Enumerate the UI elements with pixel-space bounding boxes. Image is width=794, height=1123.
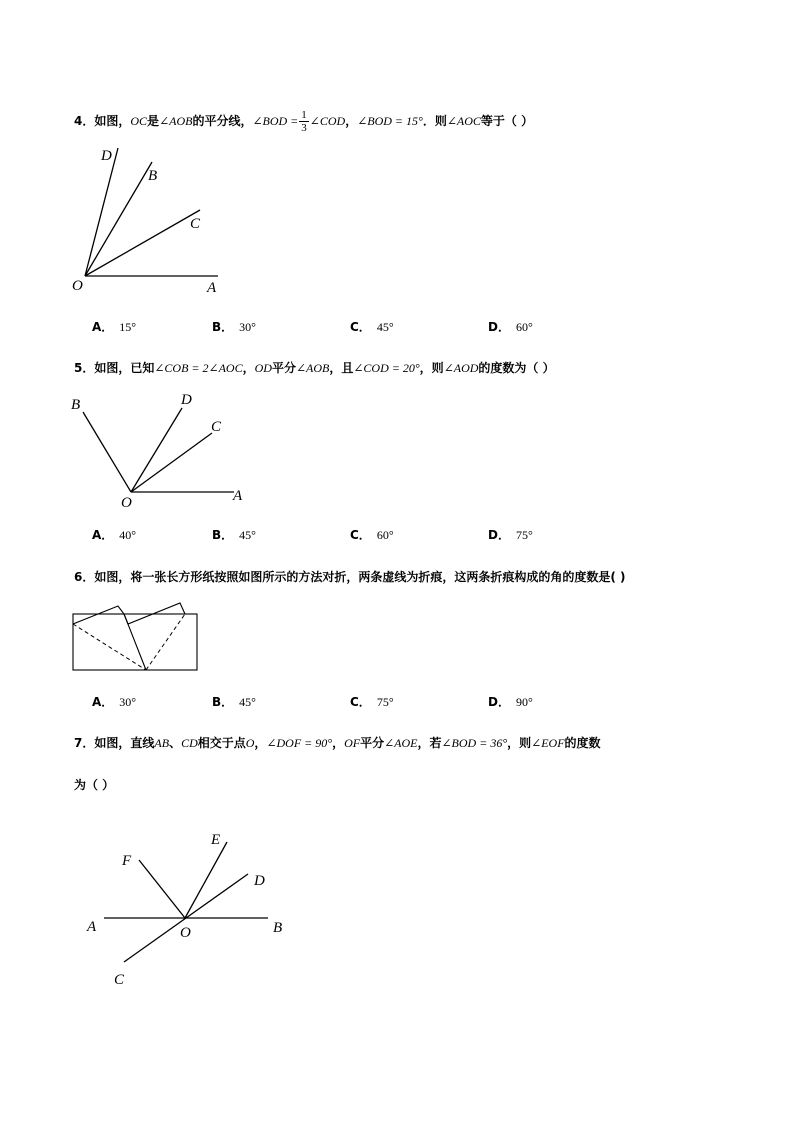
label-O: O <box>121 495 132 511</box>
label-C: C <box>114 972 125 988</box>
label-A: A <box>233 488 243 504</box>
label-A: A <box>87 919 97 935</box>
option-a[interactable]: A． 15° <box>92 320 137 334</box>
ray-OE <box>185 842 227 918</box>
label-A: A <box>207 280 217 296</box>
question-number: 6． <box>74 570 95 584</box>
label-C: C <box>211 419 222 435</box>
option-d[interactable]: D． 60° <box>488 320 533 334</box>
question-7-stem-line2: 为（ ） <box>74 778 115 792</box>
option-c[interactable]: C． 60° <box>350 528 394 542</box>
label-D: D <box>101 148 112 164</box>
question-7-stem: 7．如图，直线AB、CD相交于点O，∠DOF = 90°，OF平分∠AOE，若∠BOD = 36°，则∠EOF的度数 <box>74 736 601 750</box>
question-6-stem: 6．如图，将一张长方形纸按照如图所示的方法对折，两条虚线为折痕，这两条折痕构成的角的度数是( ) <box>74 570 626 584</box>
question-number: 7． <box>74 736 95 750</box>
question-4-stem: 4．如图，OC是∠AOB的平分线，∠BOD = $\frac{1}{3}$ ∠COD，∠BOD = 15°．则∠AOC等于（ ） <box>74 109 534 134</box>
question-number: 4． <box>74 114 95 128</box>
option-a[interactable]: A． 30° <box>92 695 137 709</box>
label-D: D <box>254 873 265 889</box>
label-C: C <box>190 216 201 232</box>
question-5-stem: 5．如图，已知∠COB = 2∠AOC，OD平分∠AOB，且∠COD = 20°，则∠AOD的度数为（ ） <box>74 361 555 375</box>
option-d[interactable]: D． 90° <box>488 695 533 709</box>
option-c[interactable]: C． 45° <box>350 320 394 334</box>
option-b[interactable]: B． 45° <box>212 528 256 542</box>
label-O: O <box>180 925 191 941</box>
label-E: E <box>211 832 221 848</box>
label-B: B <box>71 397 81 413</box>
ray-OF <box>139 860 185 918</box>
label-F: F <box>122 853 132 869</box>
option-d[interactable]: D． 75° <box>488 528 533 542</box>
label-B: B <box>148 168 158 184</box>
option-c[interactable]: C． 75° <box>350 695 394 709</box>
label-B: B <box>273 920 283 936</box>
option-b[interactable]: B． 45° <box>212 695 256 709</box>
fraction-one-third: $\frac{1}{3}$ <box>301 109 307 134</box>
label-D: D <box>181 392 192 408</box>
option-b[interactable]: B． 30° <box>212 320 256 334</box>
label-O: O <box>72 278 83 294</box>
option-a[interactable]: A． 40° <box>92 528 137 542</box>
question-number: 5． <box>74 361 95 375</box>
